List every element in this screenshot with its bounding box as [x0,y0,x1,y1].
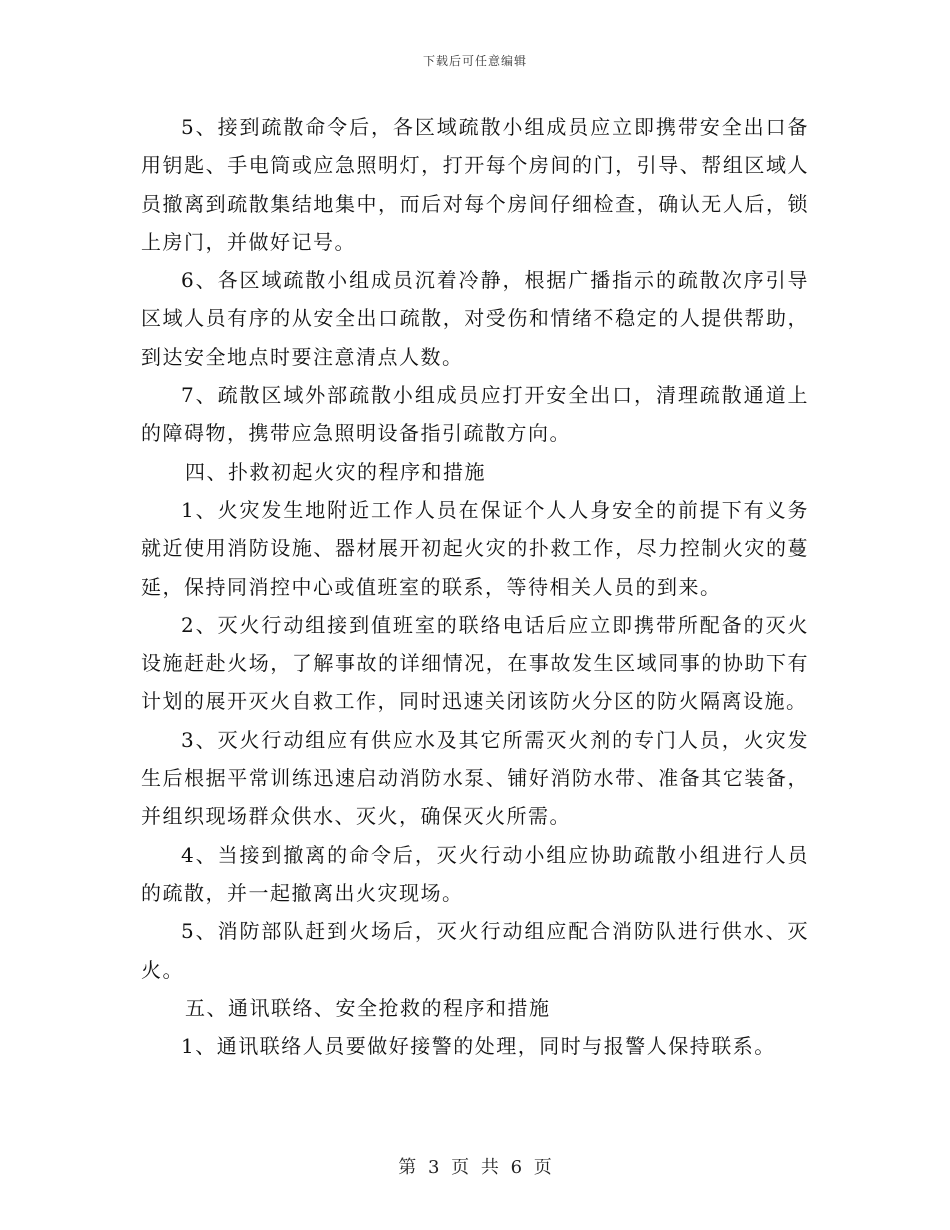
paragraph-evacuation-6: 6、各区域疏散小组成员沉着冷静，根据广播指示的疏散次序引导区域人员有序的从安全出口疏散，对受伤和情绪不稳定的人提供帮助，到达安全地点时要注意清点人数。 [141,268,809,369]
paragraph-firefighting-4: 4、当接到撤离的命令后，灭火行动小组应协助疏散小组进行人员的疏散，并一起撤离出火灾现场。 [141,842,809,905]
document-body [141,108,809,1065]
paragraph-firefighting-1: 1、火灾发生地附近工作人员在保证个人人身安全的前提下有义务就近使用消防设施、器材展开初起火灾的扑救工作，尽力控制火灾的蔓延，保持同消控中心或值班室的联系，等待相关人员的到来。 [141,497,809,599]
section-heading-communication: 五、通讯联络、安全抢救的程序和措施 [185,995,551,1020]
section-heading-firefighting: 四、扑救初起火灾的程序和措施 [185,459,486,484]
paragraph-communication-1: 1、通讯联络人员要做好接警的处理，同时与报警人保持联系。 [181,1034,776,1059]
paragraph-evacuation-7: 7、疏散区域外部疏散小组成员应打开安全出口，清理疏散通道上的障碍物，携带应急照明设备指引疏散方向。 [141,383,809,446]
paragraph-evacuation-5: 5、接到疏散命令后，各区域疏散小组成员应立即携带安全出口备用钥匙、手电筒或应急照明灯，打开每个房间的门，引导、帮组区域人员撤离到疏散集结地集中，而后对每个房间仔细检查，确认无人后，锁上房门，并做好记号。 [141,115,809,254]
page-number-footer: 第 3 页 共 6 页 [398,1157,552,1178]
page-header: 下载后可任意编辑 [422,54,527,68]
paragraph-firefighting-3: 3、灭火行动组应有供应水及其它所需灭火剂的专门人员，火灾发生后根据平常训练迅速启动消防水泵、铺好消防水带、准备其它装备，并组织现场群众供水、灭火，确保灭火所需。 [141,727,809,829]
paragraph-firefighting-5: 5、消防部队赶到火场后，灭火行动组应配合消防队进行供水、灭火。 [141,919,809,982]
paragraph-firefighting-2: 2、灭火行动组接到值班室的联络电话后应立即携带所配备的灭火设施赶赴火场，了解事故的详细情况，在事故发生区域同事的协助下有计划的展开灭火自救工作，同时迅速关闭该防火分区的防火隔离设施。 [141,612,809,714]
